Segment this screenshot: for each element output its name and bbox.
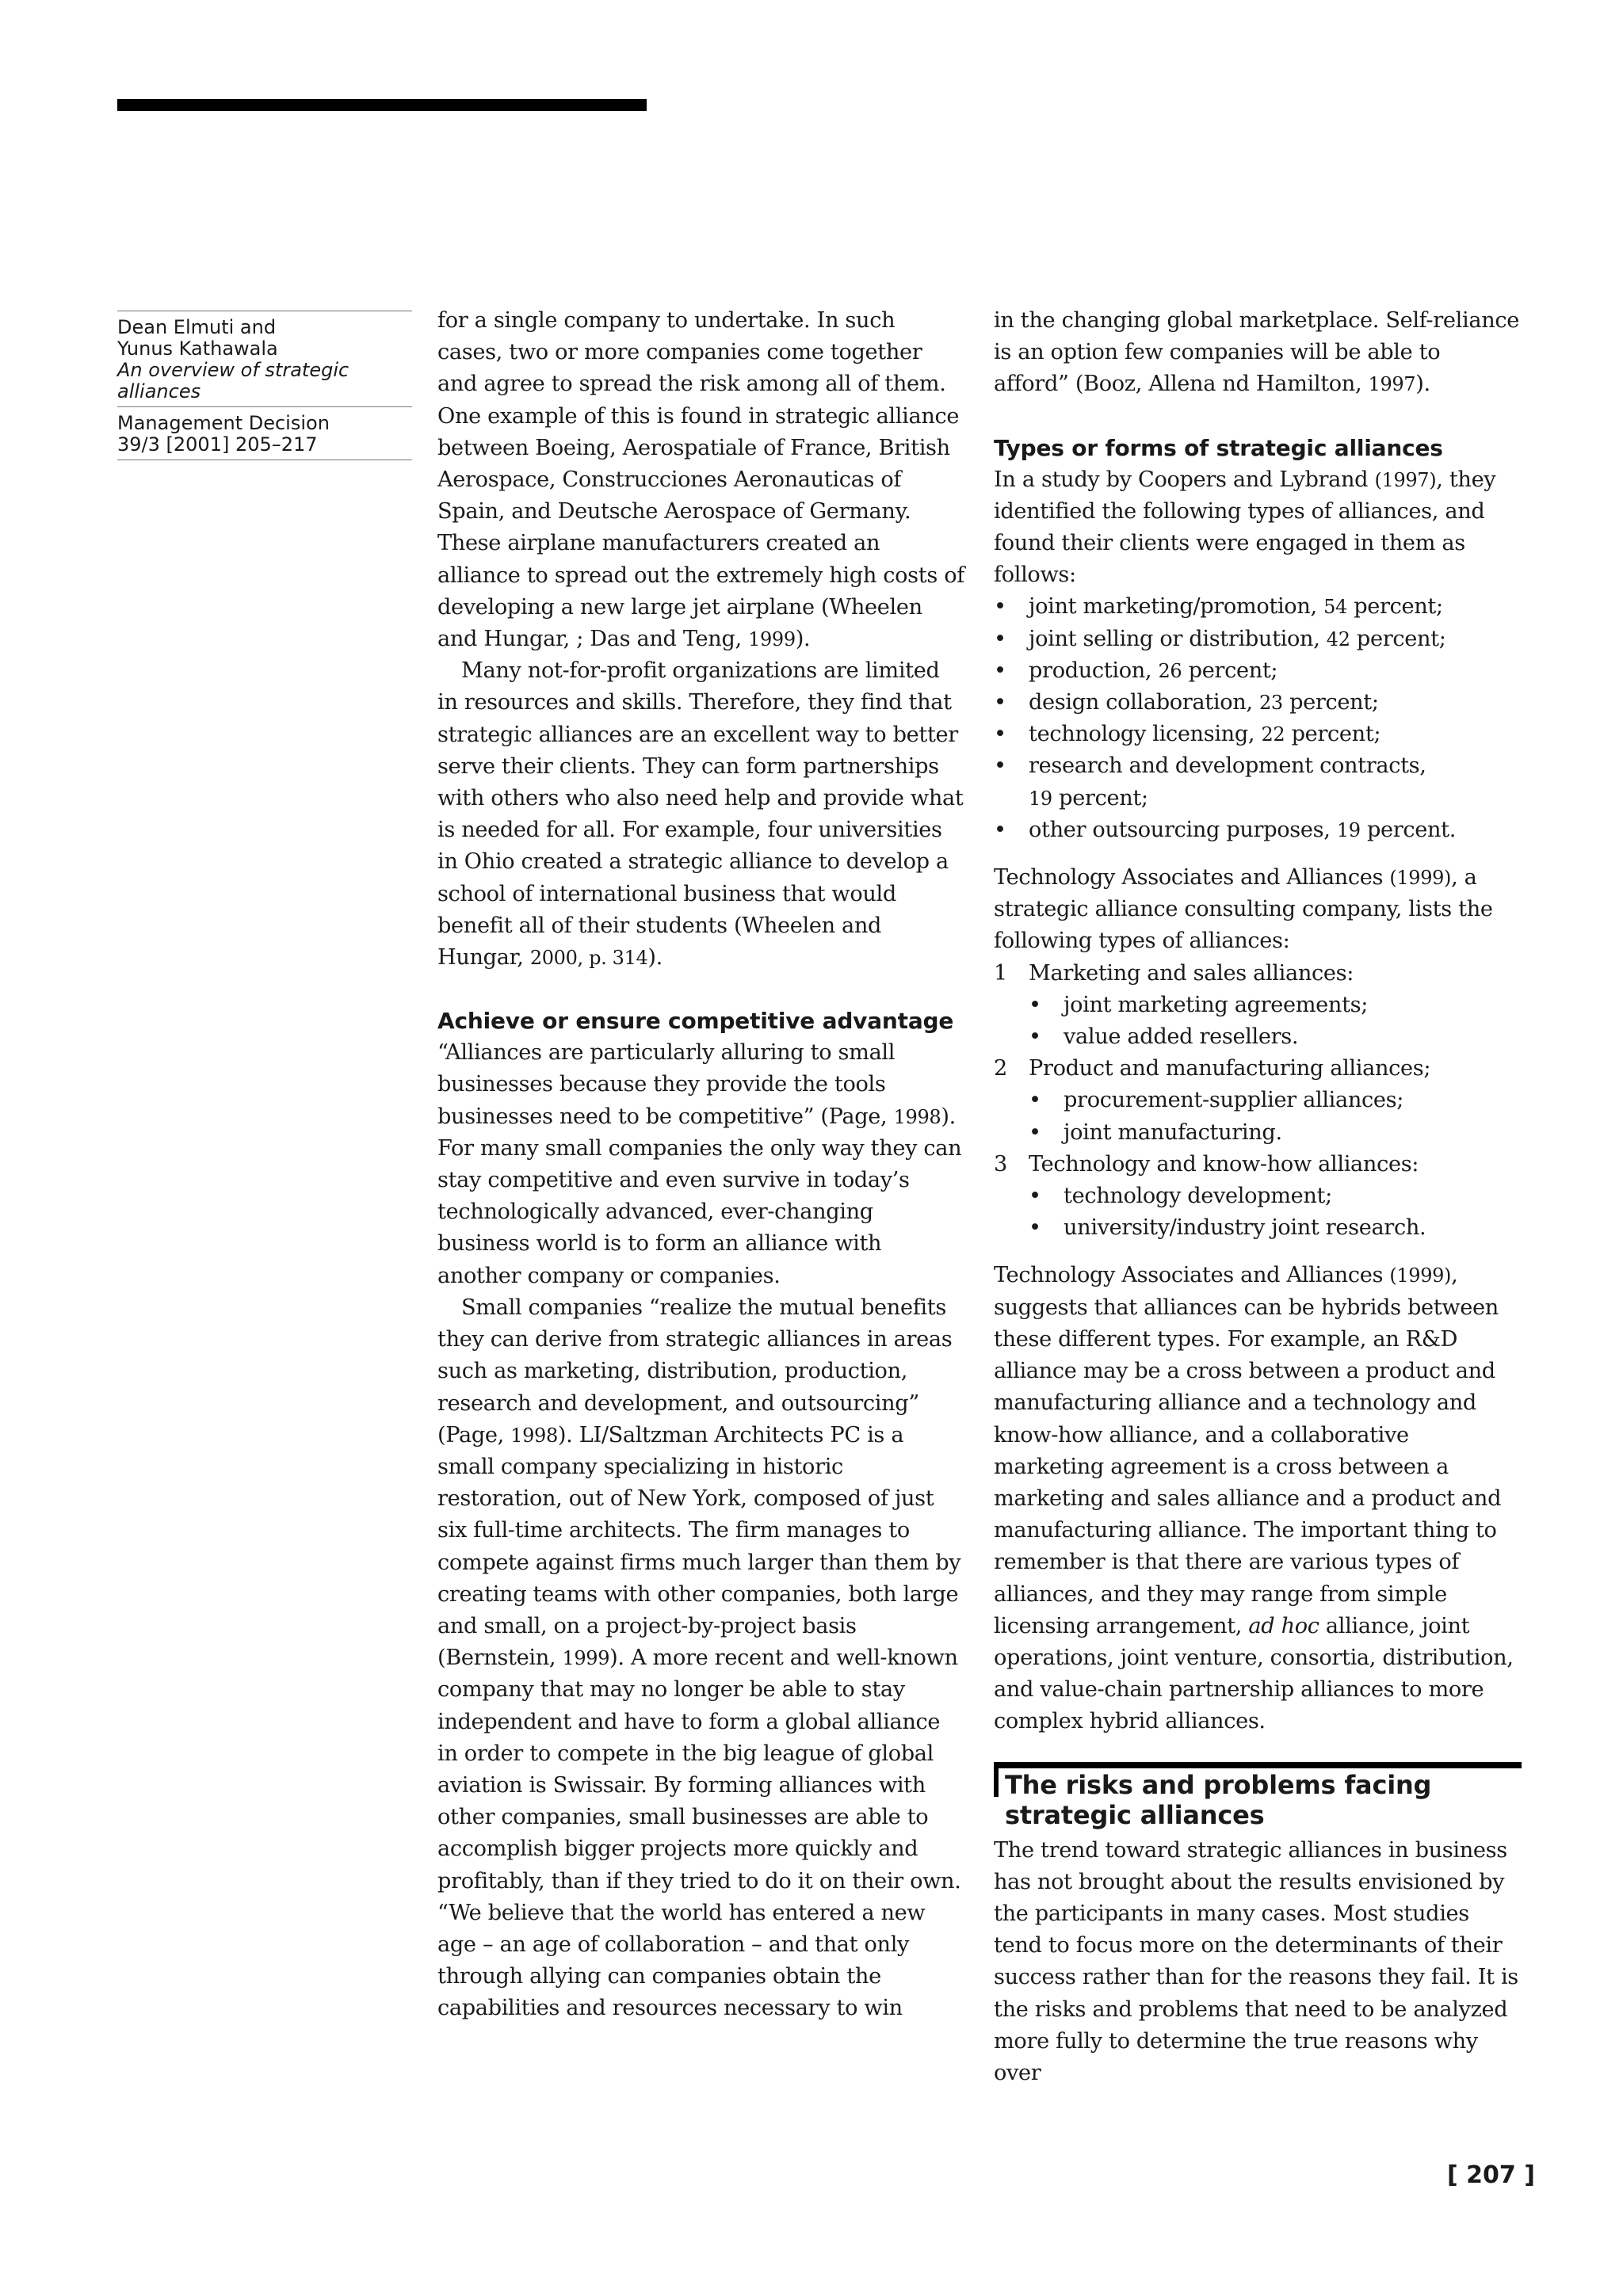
author-line: Dean Elmuti and bbox=[117, 316, 277, 338]
list-item: 1 Marketing and sales alliances: • joint marketing agreements; • value added resellers. bbox=[994, 958, 1522, 1054]
sub-list-item: • procurement-supplier alliances; bbox=[1029, 1085, 1522, 1116]
section-heading: The risks and problems facing strategic alliances bbox=[1005, 1769, 1432, 1830]
paragraph: Small companies “realize the mutual benefits they can derive from strategic alliances in areas such as marketing, distribution, production, research and development, and outsourcing” (Page, 1998). LI/Saltzman Architects PC is a small company specializing in historic restoration, out of New York, composed of just six full-time architects. The firm manages to compete against firms much larger than them by creating teams with other companies, both large and small, on a project-by-project basis (Bernstein, 1999). A more recent and well-known company that may no longer be able to stay independent and have to form a global alliance in order to compete in the big league of global aviation is Swissair. By forming alliances with other companies, small businesses are able to accomplish bigger projects more quickly and profitably, than if they tried to do it on their own. “We believe that the world has entered a new age – an age of collaboration – and that only through allying can companies obtain the capabilities and resources necessary to win bbox=[437, 1295, 961, 2021]
sub-list-item: • university/industry joint research. bbox=[1029, 1212, 1522, 1244]
page-number: [ 207 ] bbox=[1447, 2161, 1535, 2189]
paragraph: for a single company to undertake. In such cases, two or more companies come together and agree to spread the risk among all of them. One example of this is found in strategic alliance between Boeing, Aerospatiale of France, British Aerospace, Construcciones Aeronauticas of Spain, and Deutsche Aerospace of Germany. These airplane manufacturers created an alliance to spread out the extremely high costs of developing a new large jet airplane (Wheelen and Hungar, ; Das and Teng, 1999). bbox=[437, 308, 964, 652]
list-item: • joint selling or distribution, 42 percent; bbox=[994, 624, 1522, 655]
list-item: 3 Technology and know-how alliances: • technology development; • university/industry joint research. bbox=[994, 1149, 1522, 1245]
paragraph: Technology Associates and Alliances (1999), a strategic alliance consulting company, lists the following types of alliances: bbox=[994, 865, 1493, 954]
major-section-heading bbox=[994, 1762, 1522, 1830]
list-item: • joint marketing/promotion, 54 percent; bbox=[994, 591, 1522, 623]
sub-list-item: • joint marketing agreements; bbox=[1029, 990, 1522, 1021]
paragraph: Many not-for-profit organizations are limited in resources and skills. Therefore, they find that strategic alliances are an excellent way to better serve their clients. They can form partnerships with others who also need help and provide what is needed for all. For example, four universities in Ohio created a strategic alliance to develop a school of international business that would benefit all of their students (Wheelen and Hungar, 2000, p. 314). bbox=[437, 658, 964, 971]
paragraph: “Alliances are particularly alluring to small businesses because they provide the tools businesses need to be competitive” (Page, 1998). For many small companies the only way they can stay competitive and even survive in today’s technologically advanced, ever-changing business world is to form an alliance with another company or companies. bbox=[437, 1040, 962, 1288]
text-column-right bbox=[994, 305, 1522, 2089]
paragraph: in the changing global marketplace. Self-reliance is an option few companies will be able to afford” (Booz, Allena nd Hamilton, 1997). bbox=[994, 308, 1519, 397]
bullet-list bbox=[994, 591, 1522, 846]
section-heading: Achieve or ensure competitive advantage bbox=[437, 1008, 954, 1035]
numbered-list bbox=[994, 958, 1522, 1245]
list-item: • research and development contracts, 19 percent; bbox=[994, 750, 1522, 814]
list-item: 2 Product and manufacturing alliances; • procurement-supplier alliances; • joint manufacturing. bbox=[994, 1053, 1522, 1149]
list-item: • other outsourcing purposes, 19 percent. bbox=[994, 814, 1522, 846]
text-column-left bbox=[437, 305, 965, 2025]
paragraph: The trend toward strategic alliances in business has not brought about the results envisioned by the participants in many cases. Most studies tend to focus more on the determinants of their success rather than for the reasons they fail. It is the risks and problems that need to be analyzed more fully to determine the true reasons why over bbox=[994, 1837, 1518, 2085]
list-item: • technology licensing, 22 percent; bbox=[994, 719, 1522, 750]
article-sidebar bbox=[117, 311, 412, 460]
article-title: An overview of strategic alliances bbox=[117, 359, 349, 402]
paragraph: In a study by Coopers and Lybrand (1997), they identified the following types of alliances, and found their clients were engaged in them as follows: bbox=[994, 467, 1496, 588]
paragraph: Technology Associates and Alliances (1999), suggests that alliances can be hybrids between these different types. For example, an R&D alliance may be a cross between a product and manufacturing alliance and a technology and know-how alliance, and a collaborative marketing agreement is a cross between a marketing and sales alliance and a product and manufacturing alliance. The important thing to remember is that there are various types of alliances, and they may range from simple licensing arrangement, ad hoc alliance, joint operations, joint venture, consortia, distribution, and value-chain partnership alliances to more complex hybrid alliances. bbox=[994, 1263, 1514, 1734]
journal-citation: 39/3 [2001] 205–217 bbox=[117, 433, 318, 456]
list-item: • production, 26 percent; bbox=[994, 655, 1522, 687]
author-line: Yunus Kathawala bbox=[117, 338, 278, 360]
section-heading: Types or forms of strategic alliances bbox=[994, 434, 1443, 461]
sub-list-item: • technology development; bbox=[1029, 1180, 1522, 1212]
sub-list-item: • joint manufacturing. bbox=[1029, 1117, 1522, 1149]
header-rule bbox=[117, 99, 647, 111]
list-item: • design collaboration, 23 percent; bbox=[994, 687, 1522, 719]
journal-name: Management Decision bbox=[117, 412, 330, 434]
sub-list-item: • value added resellers. bbox=[1029, 1021, 1522, 1053]
